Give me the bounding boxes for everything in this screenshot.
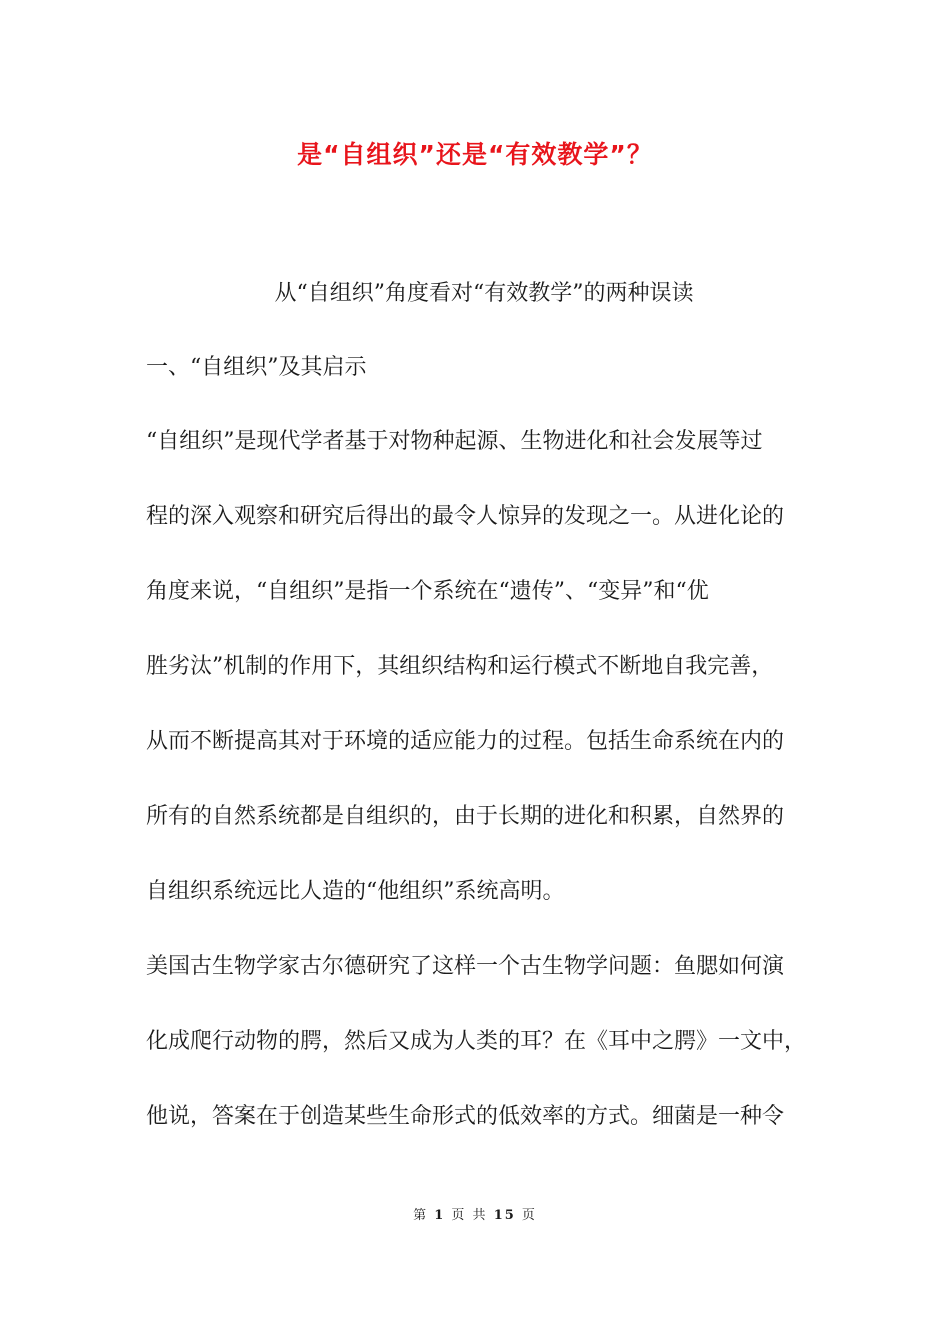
text-line: 所有的自然系统都是自组织的，由于长期的进化和积累，自然界的 <box>146 804 785 829</box>
total-page-number: 15 <box>493 1208 516 1223</box>
body-text <box>146 424 806 1174</box>
text-line: “自组织”是现代学者基于对物种起源、生物进化和社会发展等过 <box>146 429 763 454</box>
text-line: 角度来说，“自组织”是指一个系统在“遗传”、“变异”和“优 <box>146 579 709 604</box>
page-footer <box>0 1206 950 1226</box>
document-subtitle: 从“自组织”角度看对“有效教学”的两种误读 <box>274 281 694 306</box>
current-page-number: 1 <box>434 1208 446 1223</box>
footer-suffix: 页 <box>521 1208 537 1223</box>
section-heading: 一、“自组织”及其启示 <box>146 355 367 380</box>
text-line: 美国古生物学家古尔德研究了这样一个古生物学问题：鱼腮如何演 <box>146 954 785 979</box>
footer-prefix: 第 <box>413 1208 429 1223</box>
text-line: 自组织系统远比人造的“他组织”系统高明。 <box>146 879 565 904</box>
document-title: 是“自组织”还是“有效教学”？ <box>297 140 653 169</box>
footer-middle: 页 共 <box>451 1208 488 1223</box>
text-line: 从而不断提高其对于环境的适应能力的过程。包括生命系统在内的 <box>146 729 785 754</box>
text-line: 他说，答案在于创造某些生命形式的低效率的方式。细菌是一种令 <box>146 1104 785 1129</box>
text-line: 程的深入观察和研究后得出的最令人惊异的发现之一。从进化论的 <box>146 504 785 529</box>
text-line: 胜劣汰”机制的作用下，其组织结构和运行模式不断地自我完善， <box>146 654 774 679</box>
text-line: 化成爬行动物的腭，然后又成为人类的耳？在《耳中之腭》一文中， <box>146 1029 807 1054</box>
